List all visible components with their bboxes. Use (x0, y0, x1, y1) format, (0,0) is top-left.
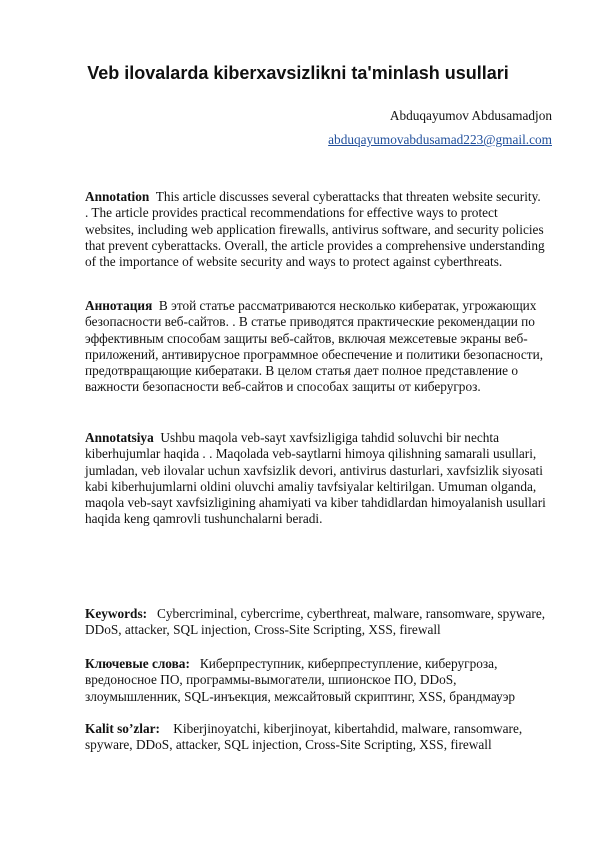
abstract-english (85, 189, 547, 270)
abstract-uzbek (85, 430, 547, 528)
keywords-uzbek-label: Kalit so’zlar: (85, 721, 160, 736)
abstract-english-label: Annotation (85, 189, 150, 204)
abstract-russian (85, 298, 547, 396)
abstract-english-text: This article discusses several cyberattacks that threaten website security. . The article provides practical recommendations for effective ways to protect websites, including web application firewalls, antivirus software, and security policies that prevent cyberattacks. Overall, the article provides a comprehensive understanding of the importance of website security and ways to protect against cyberthreats. (85, 189, 545, 270)
keywords-uzbek-text: Kiberjinoyatchi, kiberjinoyat, kibertahdid, malware, ransomware, spyware, DDoS, attacker, SQL injection, Cross-Site Scripting, XSS, firewall (85, 721, 523, 753)
keywords-russian (85, 656, 547, 705)
keywords-english-label: Keywords: (85, 606, 148, 621)
abstract-uzbek-label: Annotatsiya (85, 430, 154, 445)
keywords-russian-label: Ключевые слова: (85, 656, 190, 671)
author-email-link[interactable]: abduqayumovabdusamad223@gmail.com (328, 132, 552, 147)
author-name: Abduqayumov Abdusamadjon (389, 108, 552, 123)
abstract-uzbek-text: Ushbu maqola veb-sayt xavfsizligiga tahdid soluvchi bir nechta kiberhujumlar haqida . . Maqolada veb-saytlarni himoya qilishning samarali usullari, jumladan, veb ilovalar uchun xavfsizlik devori, antivirus dasturlari, xavfsizlik siyosati kabi kiberhujumlarni oldini oluvchi amaliy tavfsiyalar keltirilgan. Umuman olganda, maqola veb-sayt xavfsizligining ahamiyati va kiber tahdidlardan himoyalanish usullari haqida keng qamrovli tushunchalarni beradi. (85, 430, 546, 527)
abstract-russian-text: В этой статье рассматриваются несколько кибератак, угрожающих безопасности веб-сайтов. . В статье приводятся практические рекомендации по эффективным способам защиты веб-сайтов, включая межсетевые экраны веб-приложений, антивирусное программное обеспечение и политики безопасности, предотвращающие кибератаки. В целом статья дает полное представление о важности безопасности веб-сайтов и способах защиты от киберугроз. (85, 298, 544, 395)
keywords-english-text: Cybercriminal, cybercrime, cyberthreat, malware, ransomware, spyware, DDoS, attacker, SQL injection, Cross-Site Scripting, XSS, firewall (85, 606, 546, 638)
keywords-russian-text: Киберпреступник, киберпреступление, киберугроза, вредоносное ПО, программы-вымогатели, шпионское ПО, DDoS, злоумышленник, SQL-инъекция, межсайтовый скриптинг, XSS, брандмауэр (85, 656, 516, 704)
paper-title: Veb ilovalarda kiberxavsizlikni ta'minlash usullari (87, 63, 509, 83)
abstract-russian-label: Аннотация (85, 298, 153, 313)
keywords-english (85, 606, 547, 639)
keywords-uzbek (85, 721, 547, 754)
